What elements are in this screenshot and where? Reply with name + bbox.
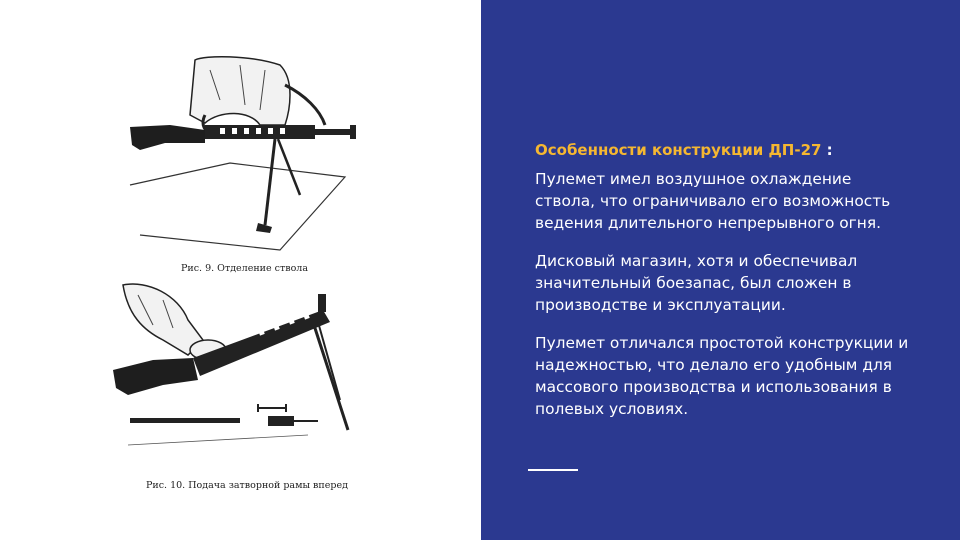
- figure-9-caption: Рис. 9. Отделение ствола: [181, 263, 308, 274]
- paragraph-1: Пулемет имел воздушное охлаждение ствола, что ограничивало его возможность ведения длительного непрерывного огня.: [535, 170, 891, 232]
- paragraph-3: Пулемет отличался простотой конструкции и надежностью, что делало его удобным для массового производства и использования в полевых условиях.: [535, 334, 909, 418]
- section-heading: [535, 141, 833, 159]
- heading-text: Особенности конструкции ДП-27: [535, 141, 822, 159]
- bolt-carrier-illustration: [108, 280, 388, 470]
- heading-colon: :: [821, 141, 833, 159]
- barrel-removal-illustration: [110, 55, 370, 255]
- paragraph-2: Дисковый магазин, хотя и обеспечивал значительный боезапас, был сложен в производстве и эксплуатации.: [535, 252, 858, 314]
- figure-10-caption: Рис. 10. Подача затворной рамы вперед: [146, 480, 348, 491]
- accent-divider: [528, 469, 578, 471]
